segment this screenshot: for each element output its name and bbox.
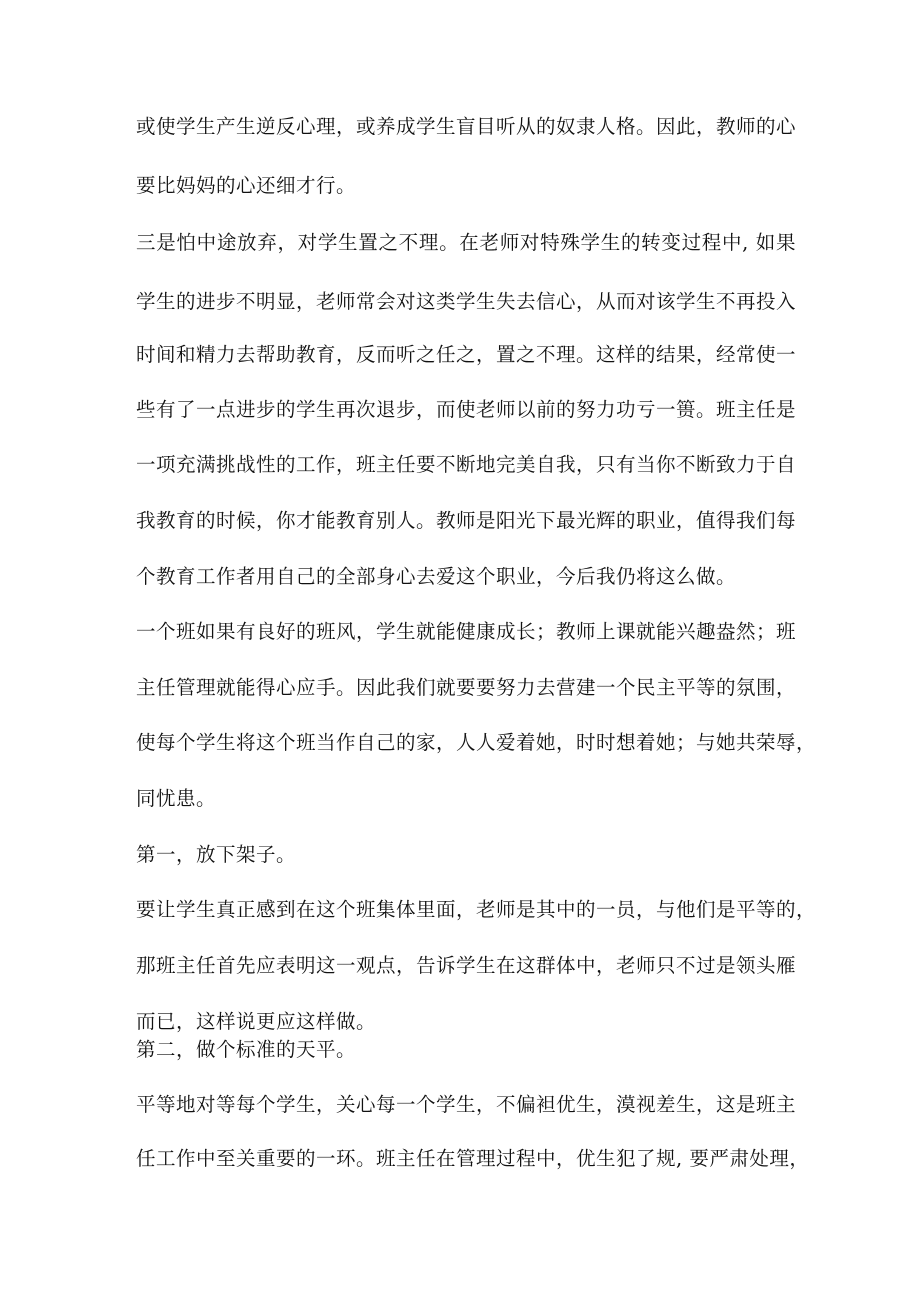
text-line-4: 学生的进步不明显，老师常会对这类学生失去信心，从而对该学生不再投入: [136, 290, 797, 313]
text-line-10: 一个班如果有良好的班风，学生就能健康成长；教师上课就能兴趣盎然；班: [136, 620, 797, 643]
text-line-6: 些有了一点进步的学生再次退步，而使老师以前的努力功亏一篑。班主任是: [136, 398, 797, 421]
text-line-12: 使每个学生将这个班当作自己的家，人人爱着她，时时想着她；与她共荣辱，: [136, 731, 817, 754]
text-line-8: 我教育的时候，你才能教育别人。教师是阳光下最光辉的职业，值得我们每: [136, 509, 797, 532]
text-line-7: 一项充满挑战性的工作，班主任要不断地完美自我，只有当你不断致力于自: [136, 453, 797, 476]
text-line-1: 或使学生产生逆反心理，或养成学生盲目听从的奴隶人格。因此，教师的心: [136, 115, 797, 138]
text-line-19: 平等地对等每个学生，关心每一个学生，不偏袒优生，漠视差生，这是班主: [136, 1093, 797, 1116]
text-line-13: 同忧患。: [136, 787, 217, 810]
text-line-14: 第一，放下架子。: [136, 843, 297, 866]
text-line-18: 第二，做个标准的天平。: [136, 1038, 357, 1061]
text-line-20: 任工作中至关重要的一环。班主任在管理过程中，优生犯了规, 要严肃处理，: [136, 1147, 810, 1170]
text-line-5: 时间和精力去帮助教育，反而听之任之，置之不理。这样的结果，经常使一: [136, 343, 797, 366]
text-line-3: 三是怕中途放弃，对学生置之不理。在老师对特殊学生的转变过程中, 如果: [136, 231, 796, 254]
text-line-16: 那班主任首先应表明这一观点，告诉学生在这群体中，老师只不过是领头雁: [136, 954, 797, 977]
text-line-9: 个教育工作者用自己的全部身心去爱这个职业，今后我仍将这么做。: [136, 565, 737, 588]
text-line-11: 主任管理就能得心应手。因此我们就要要努力去营建一个民主平等的氛围，: [136, 676, 797, 699]
text-line-2: 要比妈妈的心还细才行。: [136, 174, 357, 197]
text-line-15: 要让学生真正感到在这个班集体里面，老师是其中的一员，与他们是平等的，: [136, 898, 817, 921]
text-line-17: 而已，这样说更应这样做。: [136, 1010, 377, 1033]
